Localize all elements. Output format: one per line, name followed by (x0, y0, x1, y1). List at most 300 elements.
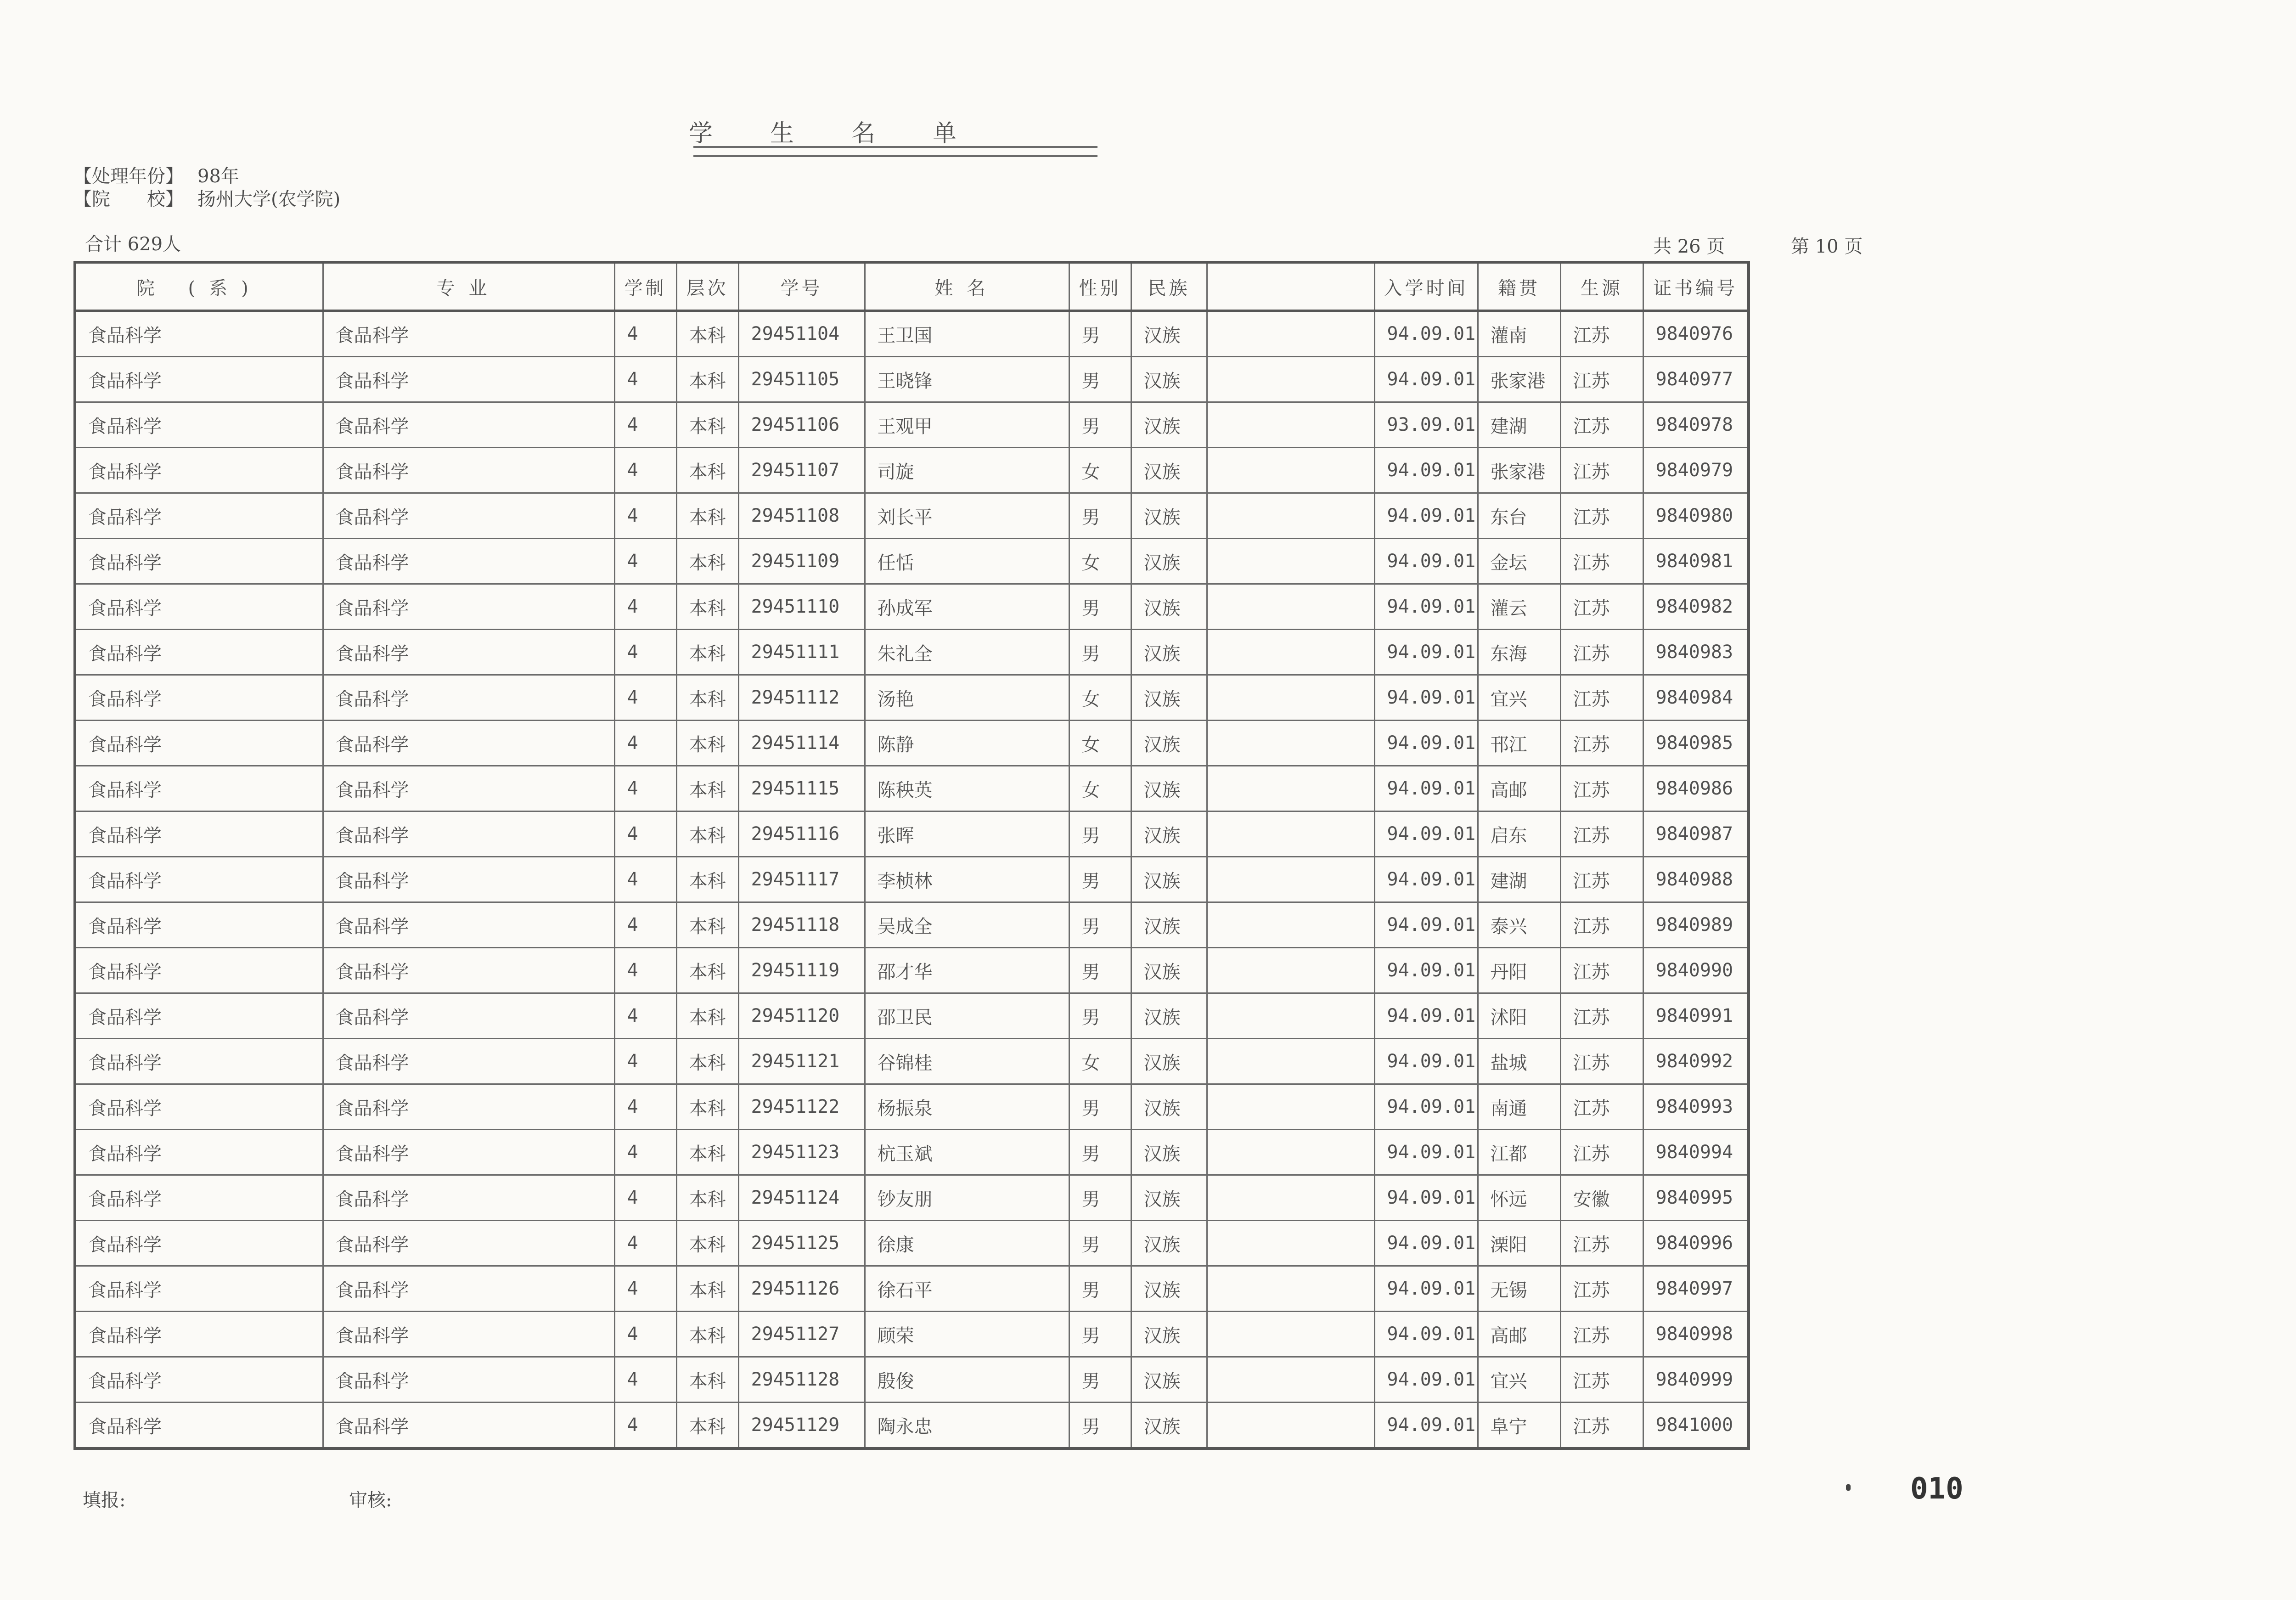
cell-years: 4 (614, 1130, 676, 1175)
cell-blank (1207, 1221, 1374, 1266)
cell-name: 吴成全 (865, 902, 1069, 948)
cell-enroll: 94.09.01 (1374, 311, 1478, 357)
cell-years: 4 (614, 1357, 676, 1403)
cell-enroll: 94.09.01 (1374, 630, 1478, 675)
cell-level: 本科 (676, 357, 738, 402)
cell-id: 29451119 (738, 948, 865, 993)
cell-native: 江都 (1478, 1130, 1560, 1175)
school-row (73, 185, 340, 211)
cell-level: 本科 (676, 1175, 738, 1221)
table-row (75, 857, 1749, 902)
page-current: 第 10 页 (1791, 236, 1863, 257)
cell-ethnic: 汉族 (1131, 1221, 1207, 1266)
cell-origin: 江苏 (1560, 857, 1643, 902)
cell-ethnic: 汉族 (1131, 1357, 1207, 1403)
cell-dept: 食品科学 (75, 721, 323, 766)
cell-cert: 9841000 (1643, 1403, 1749, 1449)
cell-enroll: 94.09.01 (1374, 766, 1478, 811)
column-header-origin: 生源 (1560, 262, 1643, 311)
cell-origin: 江苏 (1560, 1357, 1643, 1403)
cell-native: 阜宁 (1478, 1403, 1560, 1449)
cell-origin: 江苏 (1560, 1312, 1643, 1357)
cell-ethnic: 汉族 (1131, 1266, 1207, 1312)
cell-years: 4 (614, 1175, 676, 1221)
cell-native: 盐城 (1478, 1039, 1560, 1084)
table-row (75, 539, 1749, 584)
cell-origin: 江苏 (1560, 448, 1643, 493)
cell-years: 4 (614, 448, 676, 493)
cell-ethnic: 汉族 (1131, 675, 1207, 721)
cell-cert: 9840987 (1643, 811, 1749, 857)
cell-dept: 食品科学 (75, 948, 323, 993)
cell-level: 本科 (676, 1357, 738, 1403)
cell-major: 食品科学 (323, 1266, 614, 1312)
cell-id: 29451105 (738, 357, 865, 402)
table-row (75, 1266, 1749, 1312)
cell-blank (1207, 766, 1374, 811)
cell-level: 本科 (676, 1403, 738, 1449)
cell-blank (1207, 493, 1374, 539)
cell-blank (1207, 539, 1374, 584)
cell-name: 殷俊 (865, 1357, 1069, 1403)
cell-id: 29451110 (738, 584, 865, 630)
cell-native: 启东 (1478, 811, 1560, 857)
cell-cert: 9840982 (1643, 584, 1749, 630)
cell-name: 杨振泉 (865, 1084, 1069, 1130)
school-label: 【院 校】 (73, 189, 184, 210)
cell-cert: 9840986 (1643, 766, 1749, 811)
cell-dept: 食品科学 (75, 675, 323, 721)
cell-level: 本科 (676, 448, 738, 493)
cell-blank (1207, 902, 1374, 948)
table-row (75, 766, 1749, 811)
cell-ethnic: 汉族 (1131, 766, 1207, 811)
cell-id: 29451121 (738, 1039, 865, 1084)
cell-origin: 江苏 (1560, 1084, 1643, 1130)
cell-major: 食品科学 (323, 448, 614, 493)
cell-origin: 江苏 (1560, 1130, 1643, 1175)
cell-years: 4 (614, 811, 676, 857)
cell-major: 食品科学 (323, 1403, 614, 1449)
cell-origin: 安徽 (1560, 1175, 1643, 1221)
cell-years: 4 (614, 1084, 676, 1130)
cell-gender: 男 (1069, 630, 1131, 675)
cell-dept: 食品科学 (75, 1130, 323, 1175)
cell-level: 本科 (676, 721, 738, 766)
cell-enroll: 94.09.01 (1374, 1130, 1478, 1175)
cell-gender: 男 (1069, 493, 1131, 539)
cell-blank (1207, 1039, 1374, 1084)
cell-id: 29451129 (738, 1403, 865, 1449)
cell-major: 食品科学 (323, 811, 614, 857)
cell-id: 29451123 (738, 1130, 865, 1175)
cell-cert: 9840984 (1643, 675, 1749, 721)
cell-ethnic: 汉族 (1131, 721, 1207, 766)
cell-enroll: 94.09.01 (1374, 811, 1478, 857)
cell-gender: 男 (1069, 948, 1131, 993)
cell-name: 邵才华 (865, 948, 1069, 993)
cell-id: 29451112 (738, 675, 865, 721)
cell-enroll: 94.09.01 (1374, 1084, 1478, 1130)
cell-level: 本科 (676, 811, 738, 857)
cell-years: 4 (614, 857, 676, 902)
header-row (75, 262, 1749, 311)
cell-blank (1207, 811, 1374, 857)
table-row (75, 948, 1749, 993)
cell-native: 金坛 (1478, 539, 1560, 584)
cell-origin: 江苏 (1560, 402, 1643, 448)
cell-dept: 食品科学 (75, 630, 323, 675)
cell-ethnic: 汉族 (1131, 630, 1207, 675)
column-header-name: 姓名 (865, 262, 1069, 311)
cell-major: 食品科学 (323, 539, 614, 584)
cell-enroll: 94.09.01 (1374, 948, 1478, 993)
cell-dept: 食品科学 (75, 1221, 323, 1266)
table-row (75, 1221, 1749, 1266)
cell-years: 4 (614, 493, 676, 539)
cell-cert: 9840980 (1643, 493, 1749, 539)
cell-gender: 男 (1069, 1357, 1131, 1403)
cell-native: 溧阳 (1478, 1221, 1560, 1266)
cell-dept: 食品科学 (75, 1403, 323, 1449)
cell-name: 邵卫民 (865, 993, 1069, 1039)
cell-years: 4 (614, 402, 676, 448)
cell-native: 宜兴 (1478, 1357, 1560, 1403)
table-row (75, 1312, 1749, 1357)
cell-origin: 江苏 (1560, 630, 1643, 675)
cell-native: 灌南 (1478, 311, 1560, 357)
cell-dept: 食品科学 (75, 902, 323, 948)
cell-origin: 江苏 (1560, 539, 1643, 584)
cell-ethnic: 汉族 (1131, 584, 1207, 630)
cell-gender: 男 (1069, 1266, 1131, 1312)
cell-name: 徐康 (865, 1221, 1069, 1266)
cell-years: 4 (614, 948, 676, 993)
cell-id: 29451120 (738, 993, 865, 1039)
cell-origin: 江苏 (1560, 311, 1643, 357)
cell-enroll: 94.09.01 (1374, 902, 1478, 948)
column-header-ethnic: 民族 (1131, 262, 1207, 311)
cell-ethnic: 汉族 (1131, 948, 1207, 993)
cell-level: 本科 (676, 857, 738, 902)
cell-blank (1207, 948, 1374, 993)
cell-level: 本科 (676, 675, 738, 721)
cell-id: 29451106 (738, 402, 865, 448)
cell-gender: 女 (1069, 675, 1131, 721)
cell-dept: 食品科学 (75, 357, 323, 402)
cell-years: 4 (614, 1266, 676, 1312)
cell-cert: 9840989 (1643, 902, 1749, 948)
cell-cert: 9840985 (1643, 721, 1749, 766)
cell-gender: 男 (1069, 1403, 1131, 1449)
cell-name: 朱礼全 (865, 630, 1069, 675)
cell-cert: 9840998 (1643, 1312, 1749, 1357)
cell-blank (1207, 1403, 1374, 1449)
cell-cert: 9840979 (1643, 448, 1749, 493)
cell-major: 食品科学 (323, 902, 614, 948)
cell-ethnic: 汉族 (1131, 902, 1207, 948)
cell-gender: 男 (1069, 357, 1131, 402)
cell-enroll: 94.09.01 (1374, 1039, 1478, 1084)
cell-enroll: 94.09.01 (1374, 1221, 1478, 1266)
column-header-level: 层次 (676, 262, 738, 311)
table-row (75, 1357, 1749, 1403)
cell-native: 张家港 (1478, 357, 1560, 402)
column-header-major: 专业 (323, 262, 614, 311)
cell-blank (1207, 1175, 1374, 1221)
cell-major: 食品科学 (323, 1312, 614, 1357)
cell-native: 建湖 (1478, 857, 1560, 902)
filler-label: 填报: (83, 1490, 126, 1511)
cell-enroll: 94.09.01 (1374, 1175, 1478, 1221)
cell-blank (1207, 402, 1374, 448)
cell-dept: 食品科学 (75, 311, 323, 357)
cell-origin: 江苏 (1560, 993, 1643, 1039)
cell-name: 杭玉斌 (865, 1130, 1069, 1175)
cell-ethnic: 汉族 (1131, 448, 1207, 493)
cell-id: 29451115 (738, 766, 865, 811)
cell-years: 4 (614, 766, 676, 811)
cell-gender: 男 (1069, 1175, 1131, 1221)
cell-years: 4 (614, 675, 676, 721)
cell-native: 宜兴 (1478, 675, 1560, 721)
cell-origin: 江苏 (1560, 675, 1643, 721)
cell-blank (1207, 311, 1374, 357)
cell-dept: 食品科学 (75, 402, 323, 448)
cell-name: 任恬 (865, 539, 1069, 584)
cell-cert: 9840995 (1643, 1175, 1749, 1221)
column-header-id: 学号 (738, 262, 865, 311)
cell-ethnic: 汉族 (1131, 1084, 1207, 1130)
cell-cert: 9840977 (1643, 357, 1749, 402)
cell-cert: 9840999 (1643, 1357, 1749, 1403)
cell-native: 张家港 (1478, 448, 1560, 493)
cell-major: 食品科学 (323, 584, 614, 630)
cell-enroll: 94.09.01 (1374, 993, 1478, 1039)
reviewer-label: 审核: (349, 1490, 392, 1511)
column-header-years: 学制 (614, 262, 676, 311)
cell-gender: 女 (1069, 539, 1131, 584)
cell-level: 本科 (676, 311, 738, 357)
cell-level: 本科 (676, 493, 738, 539)
cell-blank (1207, 675, 1374, 721)
table-row (75, 902, 1749, 948)
cell-enroll: 94.09.01 (1374, 675, 1478, 721)
cell-dept: 食品科学 (75, 1084, 323, 1130)
cell-cert: 9840993 (1643, 1084, 1749, 1130)
column-header-blank (1207, 262, 1374, 311)
table-row (75, 1039, 1749, 1084)
cell-enroll: 94.09.01 (1374, 584, 1478, 630)
cell-dept: 食品科学 (75, 1175, 323, 1221)
cell-ethnic: 汉族 (1131, 993, 1207, 1039)
table-row (75, 630, 1749, 675)
cell-name: 刘长平 (865, 493, 1069, 539)
cell-blank (1207, 1266, 1374, 1312)
cell-cert: 9840997 (1643, 1266, 1749, 1312)
cell-cert: 9840981 (1643, 539, 1749, 584)
column-header-enroll: 入学时间 (1374, 262, 1478, 311)
cell-name: 谷锦桂 (865, 1039, 1069, 1084)
cell-years: 4 (614, 584, 676, 630)
cell-gender: 男 (1069, 1221, 1131, 1266)
cell-gender: 男 (1069, 857, 1131, 902)
cell-native: 邗江 (1478, 721, 1560, 766)
student-roster-table (73, 261, 1750, 1450)
cell-native: 东台 (1478, 493, 1560, 539)
cell-name: 陶永忠 (865, 1403, 1069, 1449)
cell-gender: 男 (1069, 402, 1131, 448)
cell-blank (1207, 1357, 1374, 1403)
cell-id: 29451114 (738, 721, 865, 766)
cell-id: 29451111 (738, 630, 865, 675)
cell-level: 本科 (676, 1221, 738, 1266)
cell-id: 29451128 (738, 1357, 865, 1403)
cell-blank (1207, 630, 1374, 675)
table-row (75, 721, 1749, 766)
cell-ethnic: 汉族 (1131, 1130, 1207, 1175)
cell-enroll: 93.09.01 (1374, 402, 1478, 448)
cell-cert: 9840978 (1643, 402, 1749, 448)
cell-enroll: 94.09.01 (1374, 721, 1478, 766)
pages-total: 共 26 页 (1653, 236, 1725, 257)
cell-enroll: 94.09.01 (1374, 1312, 1478, 1357)
cell-level: 本科 (676, 402, 738, 448)
school-value: 扬州大学(农学院) (197, 189, 341, 210)
cell-level: 本科 (676, 766, 738, 811)
cell-major: 食品科学 (323, 1039, 614, 1084)
cell-origin: 江苏 (1560, 1221, 1643, 1266)
table-row (75, 493, 1749, 539)
cell-dept: 食品科学 (75, 1266, 323, 1312)
cell-name: 孙成军 (865, 584, 1069, 630)
cell-gender: 女 (1069, 766, 1131, 811)
cell-dept: 食品科学 (75, 584, 323, 630)
table-row (75, 1175, 1749, 1221)
cell-ethnic: 汉族 (1131, 539, 1207, 584)
cell-name: 钞友朋 (865, 1175, 1069, 1221)
cell-dept: 食品科学 (75, 1357, 323, 1403)
cell-origin: 江苏 (1560, 721, 1643, 766)
cell-origin: 江苏 (1560, 766, 1643, 811)
cell-native: 怀远 (1478, 1175, 1560, 1221)
cell-id: 29451125 (738, 1221, 865, 1266)
cell-cert: 9840991 (1643, 993, 1749, 1039)
cell-major: 食品科学 (323, 675, 614, 721)
cell-ethnic: 汉族 (1131, 402, 1207, 448)
cell-name: 顾荣 (865, 1312, 1069, 1357)
cell-dept: 食品科学 (75, 811, 323, 857)
cell-ethnic: 汉族 (1131, 1312, 1207, 1357)
cell-gender: 女 (1069, 448, 1131, 493)
cell-origin: 江苏 (1560, 1039, 1643, 1084)
column-header-cert: 证书编号 (1643, 262, 1749, 311)
cell-years: 4 (614, 1312, 676, 1357)
column-header-gender: 性别 (1069, 262, 1131, 311)
cell-dept: 食品科学 (75, 1312, 323, 1357)
column-header-native: 籍贯 (1478, 262, 1560, 311)
table-row (75, 402, 1749, 448)
cell-major: 食品科学 (323, 311, 614, 357)
cell-origin: 江苏 (1560, 811, 1643, 857)
table-row (75, 675, 1749, 721)
cell-dept: 食品科学 (75, 857, 323, 902)
cell-dept: 食品科学 (75, 539, 323, 584)
cell-ethnic: 汉族 (1131, 811, 1207, 857)
cell-origin: 江苏 (1560, 948, 1643, 993)
cell-native: 灌云 (1478, 584, 1560, 630)
cell-name: 徐石平 (865, 1266, 1069, 1312)
cell-enroll: 94.09.01 (1374, 857, 1478, 902)
cell-native: 沭阳 (1478, 993, 1560, 1039)
cell-id: 29451124 (738, 1175, 865, 1221)
page-title: 学生名单 (689, 120, 1014, 147)
table-row (75, 1403, 1749, 1449)
cell-native: 建湖 (1478, 402, 1560, 448)
cell-dept: 食品科学 (75, 448, 323, 493)
cell-id: 29451104 (738, 311, 865, 357)
cell-id: 29451118 (738, 902, 865, 948)
cell-gender: 女 (1069, 1039, 1131, 1084)
cell-name: 张晖 (865, 811, 1069, 857)
cell-gender: 女 (1069, 721, 1131, 766)
year-label: 【处理年份】 (73, 166, 184, 187)
cell-origin: 江苏 (1560, 584, 1643, 630)
cell-major: 食品科学 (323, 1084, 614, 1130)
cell-major: 食品科学 (323, 1221, 614, 1266)
cell-blank (1207, 993, 1374, 1039)
cell-ethnic: 汉族 (1131, 1039, 1207, 1084)
cell-blank (1207, 448, 1374, 493)
cell-level: 本科 (676, 1039, 738, 1084)
cell-origin: 江苏 (1560, 1266, 1643, 1312)
cell-native: 泰兴 (1478, 902, 1560, 948)
cell-name: 陈秧英 (865, 766, 1069, 811)
cell-blank (1207, 721, 1374, 766)
cell-name: 李桢林 (865, 857, 1069, 902)
cell-level: 本科 (676, 948, 738, 993)
ink-mark (1846, 1484, 1851, 1491)
cell-gender: 男 (1069, 1312, 1131, 1357)
cell-ethnic: 汉族 (1131, 493, 1207, 539)
cell-ethnic: 汉族 (1131, 1403, 1207, 1449)
cell-level: 本科 (676, 584, 738, 630)
table-row (75, 357, 1749, 402)
cell-native: 东海 (1478, 630, 1560, 675)
cell-dept: 食品科学 (75, 493, 323, 539)
cell-major: 食品科学 (323, 1357, 614, 1403)
cell-native: 丹阳 (1478, 948, 1560, 993)
cell-id: 29451107 (738, 448, 865, 493)
cell-years: 4 (614, 1403, 676, 1449)
cell-major: 食品科学 (323, 1130, 614, 1175)
cell-blank (1207, 1084, 1374, 1130)
cell-enroll: 94.09.01 (1374, 1357, 1478, 1403)
cell-blank (1207, 584, 1374, 630)
cell-id: 29451126 (738, 1266, 865, 1312)
cell-years: 4 (614, 539, 676, 584)
cell-blank (1207, 857, 1374, 902)
table-row (75, 311, 1749, 357)
cell-ethnic: 汉族 (1131, 357, 1207, 402)
cell-name: 汤艳 (865, 675, 1069, 721)
title-underline (693, 146, 1097, 157)
cell-level: 本科 (676, 1130, 738, 1175)
cell-years: 4 (614, 721, 676, 766)
cell-years: 4 (614, 1039, 676, 1084)
cell-enroll: 94.09.01 (1374, 448, 1478, 493)
table-row (75, 993, 1749, 1039)
